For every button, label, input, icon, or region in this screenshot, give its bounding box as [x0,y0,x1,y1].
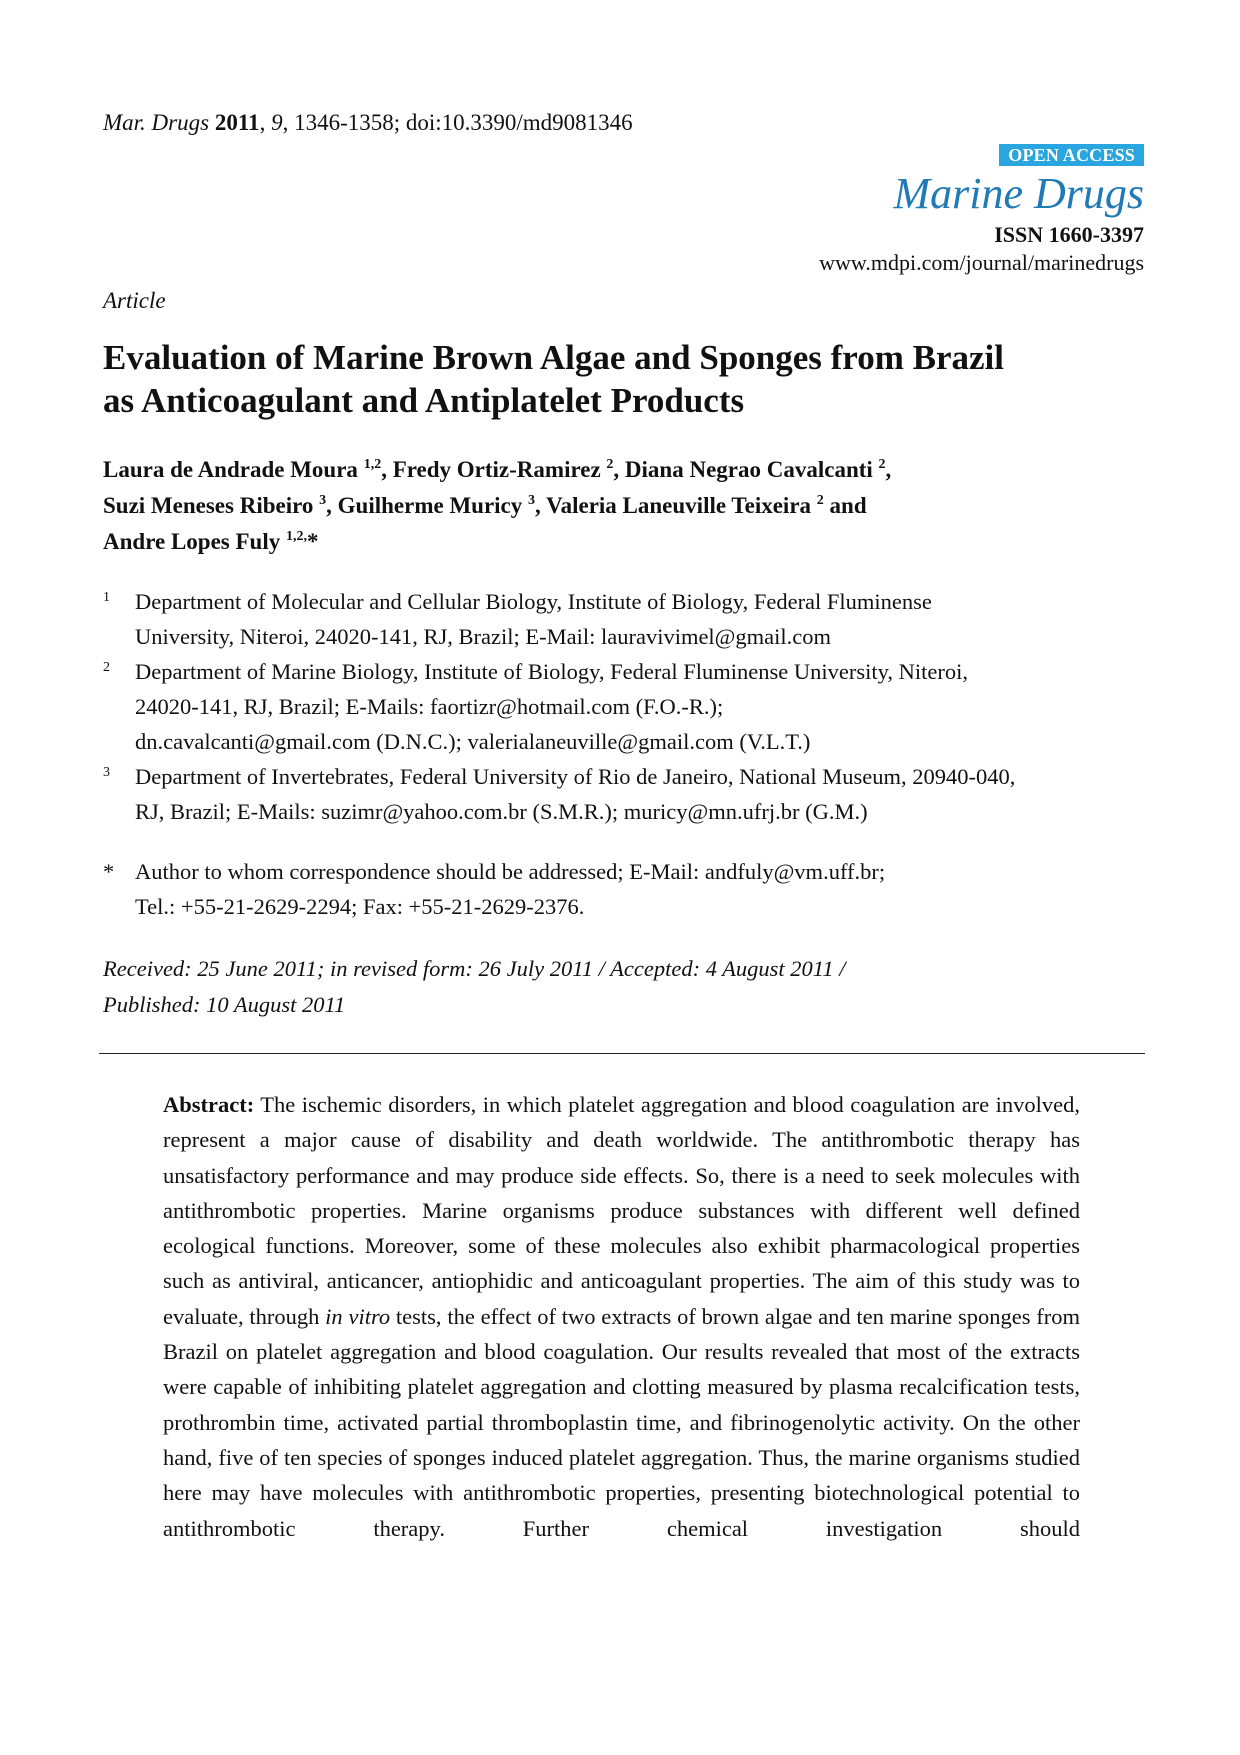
citation-line: Mar. Drugs 2011, 9, 1346-1358; doi:10.3390/md9081346 [103,110,633,135]
author-affiliation-mark: 1,2, [285,529,307,544]
author-line [103,452,1143,488]
open-access-badge: OPEN ACCESS [999,144,1144,166]
correspondence-note [103,854,1143,924]
author-affiliation-mark: 3 [528,493,536,508]
affiliation-item [103,584,1143,654]
section-divider [99,1053,1145,1054]
abstract-italic-term: in vitro [325,1303,391,1329]
author-line [103,488,1143,524]
citation-volume: 9 [271,110,283,135]
author-list [103,452,1143,560]
author-separator: , [885,457,892,482]
journal-abbrev: Mar. Drugs [103,110,210,135]
affiliation-line: Department of Invertebrates, Federal University of Rio de Janeiro, National Museum, 20940-040, [135,764,1016,789]
author-name: Laura de Andrade Moura [103,457,364,482]
affiliation-line: dn.cavalcanti@gmail.com (D.N.C.); valerialaneuville@gmail.com (V.L.T.) [135,729,811,754]
author-name: Suzi Meneses Ribeiro [103,493,320,518]
affiliation-list [103,584,1143,829]
author-name: Andre Lopes Fuly [103,529,286,554]
journal-name: Marine Drugs [893,169,1144,218]
paper-title [103,336,1143,422]
author-affiliation-mark: 3 [319,493,327,508]
author-affiliation-mark: 2 [878,457,886,472]
corresponding-author-star: * [306,529,319,554]
affiliation-line: RJ, Brazil; E-Mails: suzimr@yahoo.com.br (S.M.R.); muricy@mn.ufrj.br (G.M.) [135,799,868,824]
article-type: Article [103,288,166,313]
affiliation-item [103,654,1143,759]
author-line [103,524,1143,560]
title-line: Evaluation of Marine Brown Algae and Sponges from Brazil [103,338,1004,377]
journal-url: www.mdpi.com/journal/marinedrugs [819,250,1144,275]
author-name: , Diana Negrao Cavalcanti [613,457,879,482]
abstract-label: Abstract: [163,1092,255,1117]
author-name: , Fredy Ortiz-Ramirez [381,457,607,482]
abstract-text: The ischemic disorders, in which platelet aggregation and blood coagulation are involved, represent a major cause of disability and death worldwide. The antithrombotic therapy has unsatisfactory performance and may produce side effects. So, there is a need to seek molecules with antithrombotic properties. Marine organisms produce substances with different well defined ecological functions. Moreover, some of these molecules also exhibit pharmacological properties such as antiviral, anticancer, antiophidic and anticoagulant properties. The aim of this study was to evaluate, through [163,1092,1080,1329]
author-affiliation-mark: 1,2 [363,457,382,472]
title-line: as Anticoagulant and Antiplatelet Products [103,381,745,420]
affiliation-line: Department of Molecular and Cellular Biology, Institute of Biology, Federal Fluminense [135,589,932,614]
dates-line: Published: 10 August 2011 [103,992,346,1017]
abstract-paragraph [163,1087,1080,1546]
correspondence-line: Tel.: +55-21-2629-2294; Fax: +55-21-2629-2376. [135,894,585,919]
affiliation-number: 1 [103,590,110,605]
correspondence-line: Author to whom correspondence should be addressed; E-Mail: andfuly@vm.uff.br; [135,859,886,884]
author-name: , Guilherme Muricy [326,493,529,518]
abstract-text: tests, the effect of two extracts of brown algae and ten marine sponges from Brazil on platelet aggregation and blood coagulation. Our results revealed that most of the extracts were capable of inhibiting platelet aggregation and clotting measured by plasma recalcification tests, prothrombin time, activated partial thromboplastin time, and fibrinogenolytic activity. On the other hand, five of ten species of sponges induced platelet aggregation. Thus, the marine organisms studied here may have molecules with antithrombotic properties, presenting biotechnological potential to antithrombotic therapy. Further chemical investigation should [163,1303,1081,1541]
author-affiliation-mark: 2 [606,457,614,472]
affiliation-item [103,759,1143,829]
affiliation-line: 24020-141, RJ, Brazil; E-Mails: faortizr@hotmail.com (F.O.-R.); [135,694,724,719]
author-conjunction: and [823,493,867,518]
publication-dates [103,951,1143,1023]
correspondence-star: * [103,859,115,884]
affiliation-number: 3 [103,765,110,780]
author-affiliation-mark: 2 [816,493,824,508]
citation-year: 2011 [214,110,260,135]
dates-line: Received: 25 June 2011; in revised form: 26 July 2011 / Accepted: 4 August 2011 / [103,956,846,981]
affiliation-line: Department of Marine Biology, Institute of Biology, Federal Fluminense University, Niteroi, [135,659,968,684]
author-name: , Valeria Laneuville Teixeira [535,493,817,518]
affiliation-number: 2 [103,660,110,675]
journal-issn: ISSN 1660-3397 [994,222,1144,247]
affiliation-line: University, Niteroi, 24020-141, RJ, Brazil; E-Mail: lauravivimel@gmail.com [135,624,832,649]
citation-pages-doi: , 1346-1358; doi:10.3390/md9081346 [282,110,633,135]
